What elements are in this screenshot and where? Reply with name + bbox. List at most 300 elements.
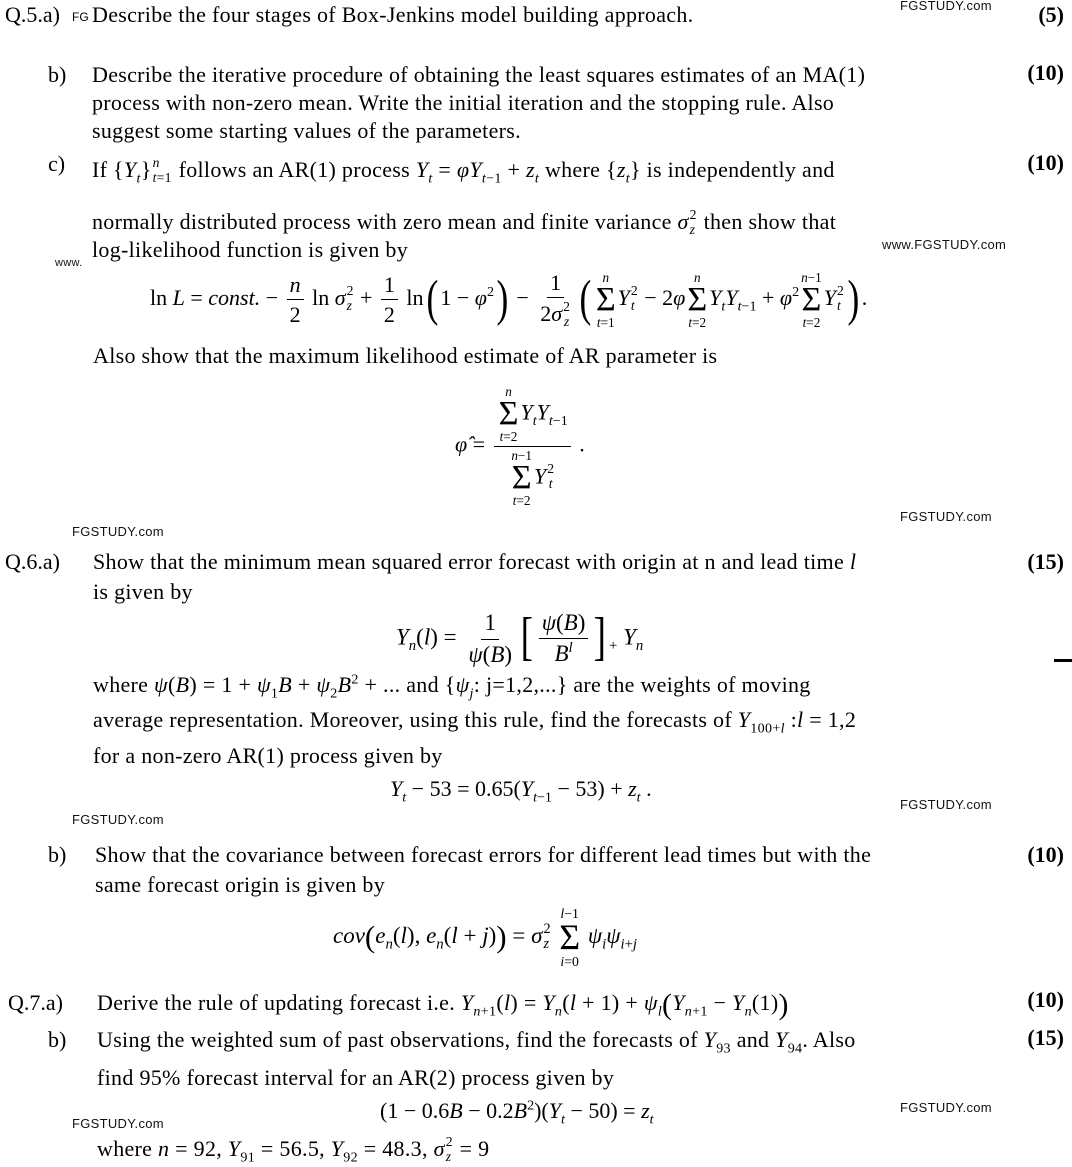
sigma-symbol: Σ [687, 280, 708, 318]
math-variable: ψ [154, 672, 169, 697]
lower-limit [688, 316, 706, 329]
math-variable: z [689, 221, 696, 237]
math-variable: σ [531, 923, 543, 949]
question-text-line [93, 706, 856, 735]
superscript [631, 284, 638, 299]
math-variable: φ [474, 285, 487, 311]
subscript [837, 299, 844, 314]
math-text: ( [168, 672, 176, 697]
math-text: 1 − [440, 285, 475, 311]
subscript [549, 413, 568, 429]
math-variable: n [693, 269, 701, 285]
math-variable: n [152, 155, 160, 171]
delimiter: ( [364, 918, 376, 954]
large-delimiter: ] [594, 607, 607, 666]
math-variable: t [534, 170, 540, 187]
math-variable: n [473, 1003, 481, 1020]
math-variable: Y [520, 399, 533, 425]
marks-q5a: (5) [1038, 2, 1064, 27]
margin-mark [1054, 659, 1072, 662]
subscript [547, 477, 554, 492]
math-variable: n [289, 272, 301, 298]
equation-ar1-process [390, 774, 652, 806]
math-variable: n [801, 269, 808, 285]
math-variable: t [649, 1111, 654, 1128]
subscript [631, 299, 638, 314]
sigma-symbol: Σ [511, 458, 532, 496]
math-text: 2 [543, 921, 551, 937]
fraction [381, 272, 398, 328]
sigma-symbol: Σ [498, 394, 519, 432]
math-variable: t [512, 493, 517, 509]
math-text: + [292, 672, 317, 697]
math-variable: B [449, 1097, 463, 1123]
math-variable: Y [737, 707, 751, 732]
math-variable: t [548, 412, 553, 429]
marks-q7b: (15) [1027, 1025, 1064, 1050]
math-text: = [432, 157, 457, 182]
math-text: : [784, 707, 797, 732]
math-text: where [93, 672, 155, 697]
question-label-q6b: b) [48, 842, 67, 867]
math-text: 1 [270, 685, 279, 702]
math-text: + 1) + [576, 990, 644, 1015]
math-text: 2 [383, 302, 395, 328]
math-variable: z [346, 297, 352, 313]
math-text: ln [306, 285, 335, 311]
math-variable: σ [551, 301, 563, 327]
superscript [347, 284, 354, 299]
math-text: Derive the rule of updating forecast i.e. [97, 990, 461, 1015]
math-variable: Y [460, 990, 474, 1015]
math-variable: t [533, 789, 537, 806]
lower-limit [803, 316, 821, 329]
math-text: + [354, 285, 378, 311]
math-variable: l [569, 990, 577, 1015]
question-label-q6a: Q.6.a) [5, 549, 60, 574]
subscript [690, 223, 697, 238]
math-text: = 1,2 [803, 707, 857, 732]
subscript [482, 170, 502, 186]
subscript [716, 1040, 731, 1056]
math-variable: Y [823, 285, 837, 311]
math-text: ) = [510, 990, 543, 1015]
equation-forecast-covariance [333, 898, 637, 978]
math-text: + [501, 157, 527, 182]
math-variable: ψ [316, 672, 331, 697]
superscript-subscript [446, 1135, 453, 1164]
math-variable: Y [623, 624, 636, 650]
math-text: 2 [792, 284, 800, 301]
subscript [738, 298, 757, 314]
math-variable: Y [725, 285, 738, 311]
question-text-line [97, 1135, 489, 1165]
math-text: 2 [445, 1134, 453, 1150]
math-variable: Y [672, 990, 685, 1015]
math-variable: t [596, 315, 601, 331]
math-variable: l [560, 906, 565, 922]
watermark-q5-end-left: FGSTUDY.com [72, 524, 164, 539]
math-text: = [467, 431, 491, 457]
math-variable: j [469, 685, 474, 702]
superscript-subscript [690, 208, 697, 237]
math-variable: l [400, 923, 407, 949]
math-text: : j=1,2,...} are the weights of moving [473, 672, 811, 697]
math-text: =0 [564, 953, 579, 969]
math-text: . [573, 431, 585, 457]
numerator [481, 610, 499, 639]
math-variable: σ [433, 1136, 445, 1161]
math-variable: Y [775, 1027, 788, 1052]
math-text: −1 [564, 906, 579, 922]
math-text: ) [577, 610, 586, 635]
math-variable: i [620, 936, 625, 953]
large-delimiter: ( [426, 269, 438, 326]
math-text: − [510, 285, 535, 311]
math-text: −1 [807, 269, 822, 285]
math-variable: t [548, 475, 553, 491]
subscript [473, 1003, 496, 1019]
math-text: ) [504, 641, 513, 667]
marks-q5c: (10) [1027, 150, 1064, 175]
math-text: ( [416, 624, 424, 650]
math-text: = 9 [453, 1136, 490, 1161]
math-variable: t [802, 315, 807, 331]
math-variable: l [503, 990, 511, 1015]
math-text: ) = [430, 624, 463, 650]
math-variable: B [175, 672, 190, 697]
math-variable: Y [542, 990, 555, 1015]
math-variable: Y [548, 1097, 562, 1123]
math-variable: φ [779, 285, 793, 311]
question-text-line [97, 1026, 856, 1055]
math-text: 2 [837, 283, 844, 299]
math-variable: e [375, 923, 386, 949]
math-text: 93 [716, 1040, 731, 1057]
math-text: then show that [697, 209, 837, 234]
fraction [539, 610, 589, 668]
math-variable: ψ [643, 990, 658, 1015]
denominator [287, 300, 304, 327]
numerator [539, 610, 589, 639]
math-text: ( [555, 610, 564, 635]
summation [801, 271, 822, 330]
watermark-q7b-left: FGSTUDY.com [72, 1116, 164, 1131]
superscript [792, 284, 799, 300]
math-variable: Y [396, 624, 409, 650]
question-text-line: same forecast origin is given by [95, 872, 386, 897]
math-text: =2 [806, 315, 821, 331]
question-label-q7a: Q.7.a) [8, 990, 63, 1015]
question-text-line [93, 548, 856, 576]
math-variable: j [482, 923, 489, 949]
watermark-q5c-right: www.FGSTUDY.com [882, 237, 1007, 252]
subscript [385, 937, 392, 953]
equation-body [390, 776, 652, 804]
math-text: where [97, 1136, 159, 1161]
math-variable: t [481, 170, 487, 187]
math-text: ( [562, 990, 570, 1015]
math-text: 1 [383, 272, 395, 298]
math-variable: Y [469, 157, 482, 182]
subscript [347, 299, 354, 314]
subscript [650, 1111, 654, 1127]
numerator [494, 385, 571, 447]
math-text: −1 [486, 170, 502, 187]
summation [687, 271, 707, 330]
math-variable: z [616, 157, 626, 182]
math-text: 91 [240, 1149, 256, 1166]
summation [511, 449, 532, 508]
math-variable: n [554, 1003, 563, 1020]
math-text: 2 [346, 283, 354, 299]
math-variable: n [158, 1136, 170, 1161]
superscript [446, 1135, 453, 1150]
subscript [446, 1150, 453, 1165]
math-variable: t [636, 789, 641, 806]
math-variable: ψ [541, 610, 556, 635]
math-text: )( [534, 1097, 549, 1123]
math-text: − [707, 990, 733, 1015]
math-variable: L [172, 285, 185, 311]
math-variable: n [684, 1003, 693, 1020]
fraction [465, 610, 515, 668]
math-text: 100+ [750, 720, 781, 737]
superscript [563, 300, 570, 315]
subscript [745, 1003, 752, 1019]
math-text: 94 [787, 1040, 803, 1057]
math-variable: B [490, 641, 505, 667]
lower-limit [560, 955, 579, 969]
math-variable: n [602, 269, 610, 285]
math-text: − 50) = [564, 1097, 642, 1123]
math-text: 2 [486, 284, 495, 301]
math-variable: B [337, 672, 352, 697]
lower-limit [500, 430, 518, 443]
numerator [287, 272, 304, 300]
superscript [547, 462, 554, 477]
math-variable: ψ [468, 641, 483, 667]
superscript [543, 922, 550, 937]
math-text: ( [392, 923, 401, 949]
math-text: and [730, 1027, 776, 1052]
equation-log-likelihood [150, 268, 867, 332]
math-variable: z [543, 936, 549, 953]
delimiter: ) [778, 988, 789, 1021]
watermark-prefix: FG [72, 10, 89, 24]
math-variable: i [560, 953, 565, 969]
math-variable: t [737, 298, 742, 315]
math-variable: l [849, 549, 857, 574]
marks-q6a: (15) [1027, 549, 1064, 574]
math-text: = [506, 923, 532, 949]
superscript-subscript [547, 462, 554, 491]
math-text: . Also [802, 1027, 856, 1052]
math-text: ( [496, 990, 504, 1015]
math-text: =2 [692, 315, 707, 331]
math-variable: z [628, 775, 637, 801]
math-variable: l [657, 1003, 663, 1020]
math-variable: B [554, 641, 569, 667]
denominator [465, 640, 515, 668]
math-text: ( [443, 923, 452, 949]
math-text: 2 [289, 302, 301, 328]
math-variable: Y [227, 1136, 241, 1161]
math-text: + [756, 285, 780, 311]
math-variable: n [511, 447, 518, 463]
large-delimiter: ) [496, 269, 509, 326]
math-text: follows an AR(1) process [172, 157, 416, 182]
math-variable: ψ [256, 672, 271, 697]
math-variable: t [136, 170, 141, 187]
superscript-subscript [543, 922, 550, 953]
math-text: If { [92, 157, 124, 182]
math-variable: φ [456, 157, 470, 182]
subscript [343, 1149, 358, 1165]
math-variable: z [563, 314, 570, 330]
math-text: 92 [343, 1149, 358, 1166]
math-text: (1 − 0.6 [380, 1097, 450, 1123]
math-variable: i [602, 936, 607, 953]
math-variable: Y [536, 399, 549, 425]
summation [499, 385, 519, 444]
math-variable: z [526, 157, 535, 182]
math-variable: Y [709, 285, 722, 311]
question-label-q5b: b) [48, 62, 67, 87]
question-text-line: Also show that the maximum likelihood estimate of AR parameter is [93, 343, 718, 368]
equation-mmse-forecast [396, 604, 643, 674]
question-text-line: is given by [93, 579, 193, 604]
math-text: +1 [692, 1003, 708, 1020]
math-text: . [861, 285, 868, 311]
question-text-line: log-likelihood function is given by [92, 237, 409, 262]
math-variable: t [688, 315, 693, 331]
lower-limit [513, 494, 531, 507]
math-variable: t [721, 298, 726, 315]
question-text-line [97, 989, 789, 1020]
question-text-line: Describe the iterative procedure of obtaining the least squares estimates of an MA(1) [92, 62, 866, 87]
math-variable: n [408, 637, 417, 654]
superscript-subscript [347, 284, 354, 313]
equation-ar2-process [380, 1096, 654, 1128]
math-text: ln [400, 285, 424, 311]
math-text: − [260, 285, 284, 311]
fraction [537, 270, 574, 330]
summation [596, 271, 616, 330]
question-text-line [92, 156, 835, 186]
math-text: ( [482, 641, 491, 667]
delimiter: ( [662, 988, 673, 1021]
superscript [837, 284, 844, 299]
subscript [240, 1149, 255, 1165]
math-variable: t [532, 412, 537, 429]
math-text: = [184, 285, 209, 311]
math-variable: t [837, 297, 841, 313]
watermark-q6a-right: FGSTUDY.com [900, 797, 992, 812]
subscript [153, 171, 172, 186]
sigma-symbol: Σ [559, 917, 581, 958]
sigma-symbol: Σ [595, 280, 616, 318]
math-variable: n [744, 1003, 752, 1020]
math-text: where { [539, 157, 617, 182]
subscript [330, 685, 337, 701]
question-text-line: Show that the covariance between forecast errors for different lead times but with the [95, 842, 872, 867]
math-variable: z [641, 1097, 650, 1123]
subscript [636, 638, 643, 654]
math-variable: t [561, 1111, 565, 1128]
math-text: } [140, 157, 152, 182]
math-text: 1 [484, 610, 496, 636]
watermark-q6a-left: FGSTUDY.com [72, 812, 164, 827]
question-label-q7b: b) [48, 1027, 67, 1052]
math-variable: ψ [606, 923, 621, 949]
numerator [381, 272, 398, 300]
math-text: −1 [517, 447, 532, 463]
math-text: 2 [563, 299, 570, 315]
math-text: 2 [540, 301, 552, 327]
math-variable: Y [390, 775, 403, 801]
math-text: = 92, [169, 1136, 228, 1161]
subscript [436, 937, 443, 953]
math-variable: n [505, 383, 512, 399]
math-variable: cov [333, 923, 365, 949]
math-text: = 48.3, [357, 1136, 434, 1161]
delimiter: ) [496, 918, 507, 954]
subscript [750, 720, 784, 736]
math-text: −1 [741, 298, 757, 315]
math-text: (1) [751, 990, 779, 1015]
math-variable: σ [334, 285, 346, 311]
math-text: 2 [630, 283, 638, 299]
math-variable: l [780, 720, 785, 737]
subscript [621, 937, 638, 953]
math-variable: Y [533, 462, 547, 488]
math-variable: t [499, 429, 504, 445]
math-text: + ... and { [358, 672, 456, 697]
subscript [533, 789, 552, 805]
question-label-q5c: c) [48, 151, 66, 176]
math-text: − 2 [638, 285, 674, 311]
math-variable: ψ [587, 923, 603, 949]
math-text: 2 [351, 671, 359, 688]
math-variable: t [152, 169, 157, 185]
sigma-symbol: Σ [801, 280, 822, 318]
superscript [153, 156, 172, 171]
superscript [690, 208, 697, 223]
watermark-top-right: FGSTUDY.com [900, 0, 992, 13]
math-text: ) [488, 923, 497, 949]
equation-body [396, 607, 644, 668]
large-delimiter: [ [520, 607, 534, 666]
denominator [506, 447, 558, 508]
math-variable: Y [617, 285, 630, 311]
math-variable: φ̂ [455, 431, 468, 457]
math-variable: l [451, 923, 458, 949]
math-variable: σ [677, 209, 689, 234]
math-variable: Y [732, 990, 745, 1015]
math-variable: ψ [455, 672, 470, 697]
math-text: 2 [330, 685, 338, 702]
math-variable: B [513, 1097, 528, 1123]
math-text: =2 [516, 493, 531, 509]
math-text: +1 [480, 1003, 497, 1020]
math-text: + [609, 637, 618, 654]
math-variable: Y [703, 1027, 717, 1052]
math-variable: j [632, 936, 637, 953]
large-delimiter: ) [847, 269, 860, 326]
summation [559, 907, 580, 968]
superscript [487, 284, 494, 300]
